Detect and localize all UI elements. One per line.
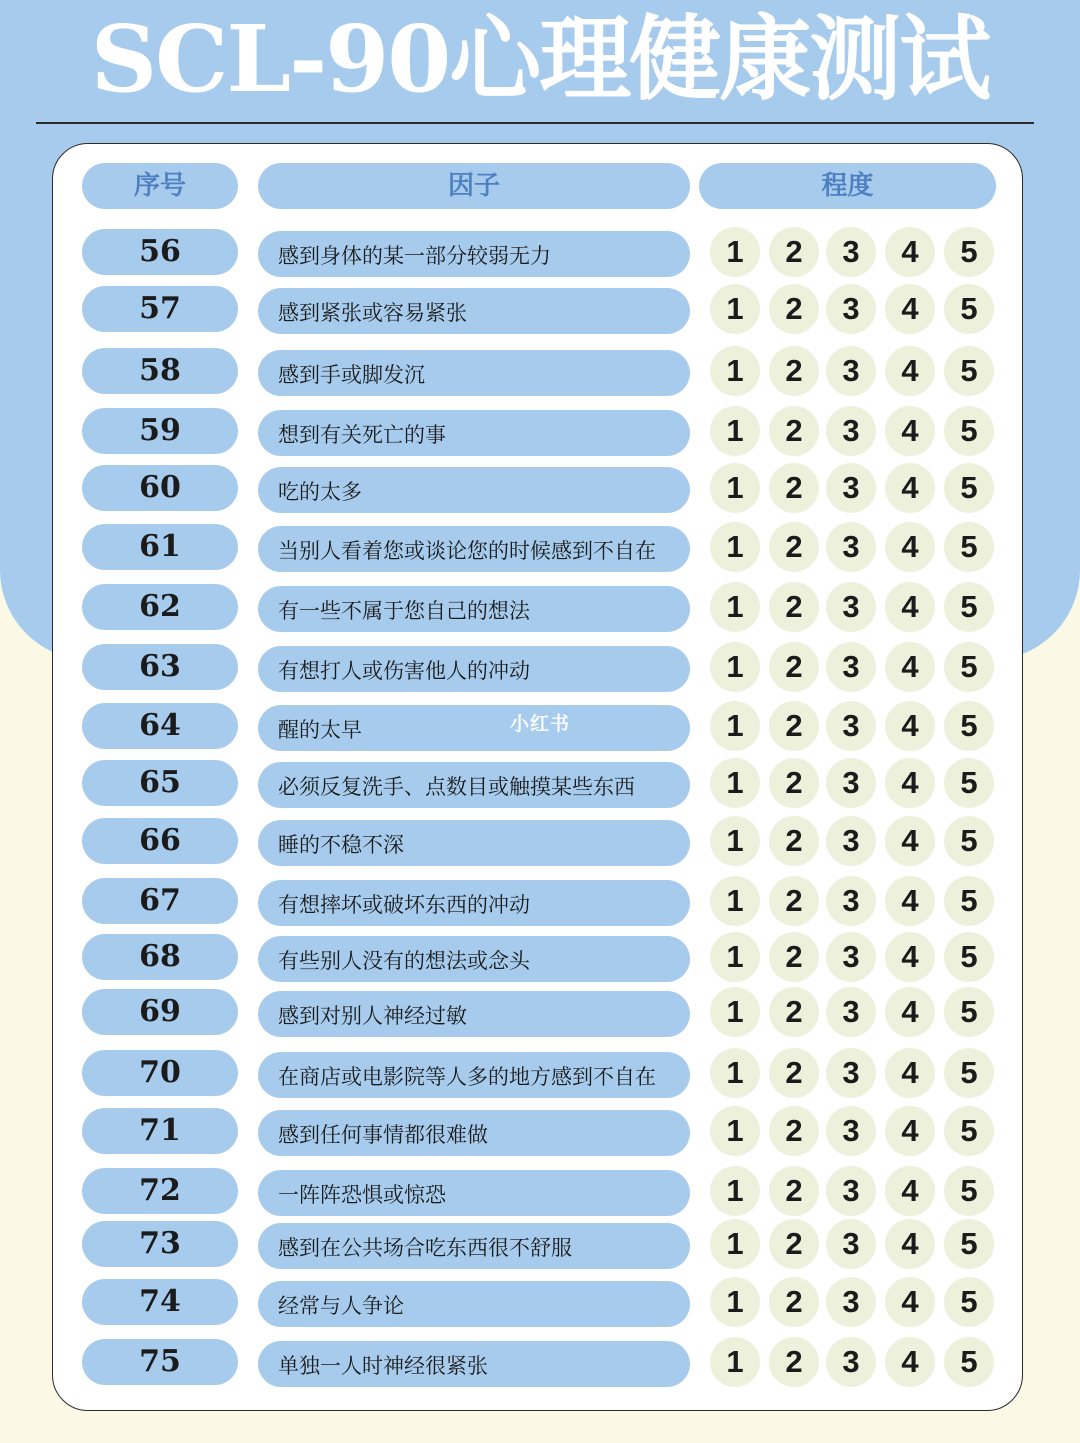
scale-option-1[interactable]: 1 (710, 932, 760, 982)
scale-option-4[interactable]: 4 (885, 816, 935, 866)
question-factor: 睡的不稳不深 (258, 820, 690, 866)
scale-option-3[interactable]: 3 (826, 987, 876, 1037)
scale-option-1[interactable]: 1 (710, 284, 760, 334)
scale-option-4[interactable]: 4 (885, 758, 935, 808)
scale-option-4[interactable]: 4 (885, 1337, 935, 1387)
scale-option-2[interactable]: 2 (769, 642, 819, 692)
scale-option-5[interactable]: 5 (944, 1166, 994, 1216)
scale-option-1[interactable]: 1 (710, 1277, 760, 1327)
scale-option-3[interactable]: 3 (826, 1048, 876, 1098)
scale-option-3[interactable]: 3 (826, 1166, 876, 1216)
scale-option-1[interactable]: 1 (710, 1106, 760, 1156)
scale-option-3[interactable]: 3 (826, 701, 876, 751)
scale-option-2[interactable]: 2 (769, 1277, 819, 1327)
scale-option-2[interactable]: 2 (769, 522, 819, 572)
question-factor: 感到紧张或容易紧张 (258, 288, 690, 334)
question-number: 74 (82, 1279, 238, 1325)
scale-option-4[interactable]: 4 (885, 701, 935, 751)
scale-option-1[interactable]: 1 (710, 582, 760, 632)
scale-option-1[interactable]: 1 (710, 522, 760, 572)
scale-option-5[interactable]: 5 (944, 876, 994, 926)
scale-option-2[interactable]: 2 (769, 227, 819, 277)
scale-option-4[interactable]: 4 (885, 406, 935, 456)
scale-option-5[interactable]: 5 (944, 1106, 994, 1156)
scale-option-1[interactable]: 1 (710, 758, 760, 808)
scale-option-1[interactable]: 1 (710, 1219, 760, 1269)
header-number: 序号 (82, 163, 238, 209)
scale-option-1[interactable]: 1 (710, 701, 760, 751)
question-number: 61 (82, 524, 238, 570)
scale-option-1[interactable]: 1 (710, 1048, 760, 1098)
question-factor: 必须反复洗手、点数目或触摸某些东西 (258, 762, 690, 808)
scale-option-2[interactable]: 2 (769, 932, 819, 982)
question-number: 57 (82, 286, 238, 332)
question-factor: 单独一人时神经很紧张 (258, 1341, 690, 1387)
scale-option-3[interactable]: 3 (826, 1277, 876, 1327)
scale-option-3[interactable]: 3 (826, 1106, 876, 1156)
scale-option-4[interactable]: 4 (885, 876, 935, 926)
scale-option-5[interactable]: 5 (944, 227, 994, 277)
scale-option-3[interactable]: 3 (826, 1219, 876, 1269)
scale-option-5[interactable]: 5 (944, 987, 994, 1037)
scale-option-3[interactable]: 3 (826, 1337, 876, 1387)
scale-option-5[interactable]: 5 (944, 1048, 994, 1098)
question-factor: 经常与人争论 (258, 1281, 690, 1327)
question-number: 67 (82, 878, 238, 924)
scale-option-2[interactable]: 2 (769, 406, 819, 456)
scale-option-1[interactable]: 1 (710, 816, 760, 866)
scale-option-1[interactable]: 1 (710, 1337, 760, 1387)
question-number: 72 (82, 1168, 238, 1214)
question-factor: 感到在公共场合吃东西很不舒服 (258, 1223, 690, 1269)
scale-option-2[interactable]: 2 (769, 1337, 819, 1387)
scale-option-2[interactable]: 2 (769, 346, 819, 396)
scale-option-1[interactable]: 1 (710, 406, 760, 456)
question-number: 71 (82, 1108, 238, 1154)
scale-option-1[interactable]: 1 (710, 1166, 760, 1216)
question-factor: 感到对别人神经过敏 (258, 991, 690, 1037)
scale-option-4[interactable]: 4 (885, 582, 935, 632)
scale-option-5[interactable]: 5 (944, 1277, 994, 1327)
question-factor: 感到任何事情都很难做 (258, 1110, 690, 1156)
scale-option-2[interactable]: 2 (769, 1106, 819, 1156)
scale-option-1[interactable]: 1 (710, 642, 760, 692)
scale-option-2[interactable]: 2 (769, 284, 819, 334)
scale-option-4[interactable]: 4 (885, 642, 935, 692)
scale-option-3[interactable]: 3 (826, 582, 876, 632)
scale-option-4[interactable]: 4 (885, 463, 935, 513)
scale-option-2[interactable]: 2 (769, 816, 819, 866)
question-factor: 感到手或脚发沉 (258, 350, 690, 396)
question-number: 62 (82, 584, 238, 630)
scale-option-4[interactable]: 4 (885, 1277, 935, 1327)
question-number: 64 (82, 703, 238, 749)
scale-option-1[interactable]: 1 (710, 876, 760, 926)
scale-option-4[interactable]: 4 (885, 346, 935, 396)
question-factor: 有想摔坏或破坏东西的冲动 (258, 880, 690, 926)
question-number: 75 (82, 1339, 238, 1385)
header-factor: 因子 (258, 163, 690, 209)
question-factor: 想到有关死亡的事 (258, 410, 690, 456)
scale-option-3[interactable]: 3 (826, 932, 876, 982)
scale-option-4[interactable]: 4 (885, 284, 935, 334)
scale-option-5[interactable]: 5 (944, 346, 994, 396)
scale-option-2[interactable]: 2 (769, 758, 819, 808)
scale-option-4[interactable]: 4 (885, 932, 935, 982)
question-factor: 吃的太多 (258, 467, 690, 513)
scale-option-5[interactable]: 5 (944, 701, 994, 751)
question-number: 58 (82, 348, 238, 394)
scale-option-2[interactable]: 2 (769, 876, 819, 926)
scale-option-4[interactable]: 4 (885, 1048, 935, 1098)
scale-option-3[interactable]: 3 (826, 522, 876, 572)
scale-option-1[interactable]: 1 (710, 227, 760, 277)
scale-option-3[interactable]: 3 (826, 876, 876, 926)
watermark: 小红书 (510, 713, 571, 735)
scale-option-4[interactable]: 4 (885, 1219, 935, 1269)
question-number: 65 (82, 760, 238, 806)
scale-option-5[interactable]: 5 (944, 582, 994, 632)
scale-option-3[interactable]: 3 (826, 816, 876, 866)
scale-option-1[interactable]: 1 (710, 987, 760, 1037)
scale-option-5[interactable]: 5 (944, 932, 994, 982)
question-number: 68 (82, 934, 238, 980)
scale-option-5[interactable]: 5 (944, 758, 994, 808)
scale-option-4[interactable]: 4 (885, 1166, 935, 1216)
scale-option-3[interactable]: 3 (826, 758, 876, 808)
question-factor: 一阵阵恐惧或惊恐 (258, 1170, 690, 1216)
scale-option-3[interactable]: 3 (826, 284, 876, 334)
scale-option-4[interactable]: 4 (885, 1106, 935, 1156)
scale-option-4[interactable]: 4 (885, 227, 935, 277)
scale-option-2[interactable]: 2 (769, 582, 819, 632)
scale-option-3[interactable]: 3 (826, 346, 876, 396)
scale-option-5[interactable]: 5 (944, 1219, 994, 1269)
scale-option-3[interactable]: 3 (826, 227, 876, 277)
scale-option-5[interactable]: 5 (944, 816, 994, 866)
page-title: SCL-90心理健康测试 (90, 5, 990, 113)
scale-option-3[interactable]: 3 (826, 463, 876, 513)
scale-option-2[interactable]: 2 (769, 701, 819, 751)
question-factor: 有些别人没有的想法或念头 (258, 936, 690, 982)
scale-option-4[interactable]: 4 (885, 987, 935, 1037)
scale-option-5[interactable]: 5 (944, 406, 994, 456)
question-factor: 有一些不属于您自己的想法 (258, 586, 690, 632)
question-number: 56 (82, 229, 238, 275)
scale-option-5[interactable]: 5 (944, 522, 994, 572)
scale-option-1[interactable]: 1 (710, 346, 760, 396)
question-factor: 当别人看着您或谈论您的时候感到不自在 (258, 526, 690, 572)
question-factor: 醒的太早 (258, 705, 690, 751)
question-factor: 有想打人或伤害他人的冲动 (258, 646, 690, 692)
scale-option-5[interactable]: 5 (944, 284, 994, 334)
scale-option-2[interactable]: 2 (769, 1048, 819, 1098)
question-factor: 感到身体的某一部分较弱无力 (258, 231, 690, 277)
header-scale: 程度 (699, 163, 996, 209)
scale-option-1[interactable]: 1 (710, 463, 760, 513)
scale-option-4[interactable]: 4 (885, 522, 935, 572)
question-number: 60 (82, 465, 238, 511)
scale-option-5[interactable]: 5 (944, 642, 994, 692)
scale-option-5[interactable]: 5 (944, 463, 994, 513)
question-number: 66 (82, 818, 238, 864)
question-number: 73 (82, 1221, 238, 1267)
question-number: 63 (82, 644, 238, 690)
title-divider (36, 122, 1034, 124)
scale-option-2[interactable]: 2 (769, 463, 819, 513)
scale-option-2[interactable]: 2 (769, 987, 819, 1037)
scale-option-5[interactable]: 5 (944, 1337, 994, 1387)
question-number: 69 (82, 989, 238, 1035)
scale-option-3[interactable]: 3 (826, 406, 876, 456)
scale-option-2[interactable]: 2 (769, 1166, 819, 1216)
scale-option-2[interactable]: 2 (769, 1219, 819, 1269)
question-number: 59 (82, 408, 238, 454)
question-number: 70 (82, 1050, 238, 1096)
scale-option-3[interactable]: 3 (826, 642, 876, 692)
question-factor: 在商店或电影院等人多的地方感到不自在 (258, 1052, 690, 1098)
